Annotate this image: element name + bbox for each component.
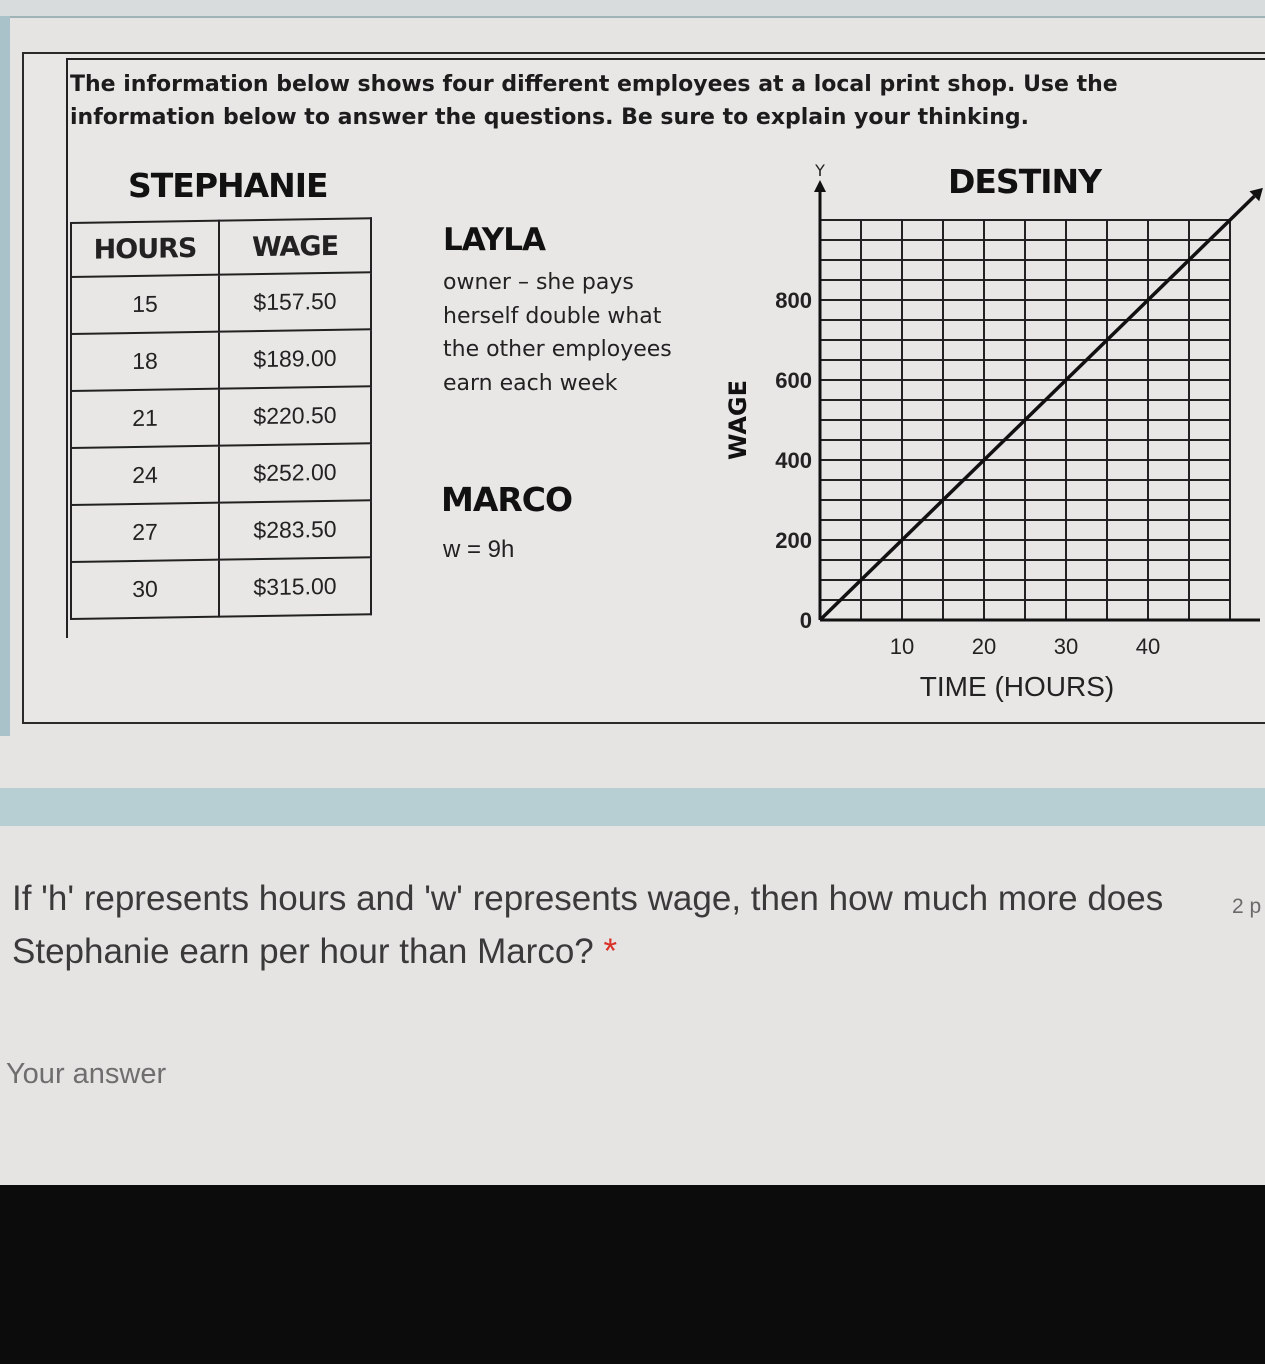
wage-cell: $315.00 — [219, 557, 371, 616]
y-axis-arrow — [814, 180, 826, 192]
layla-description: owner – she pays herself double what the other employees earn each week — [443, 270, 672, 396]
stephanie-table — [70, 217, 372, 620]
hours-cell: 24 — [71, 446, 219, 505]
marco-equation: w = 9h — [443, 536, 515, 563]
x-tick-label: 10 — [889, 634, 915, 659]
wage-cell: $220.50 — [219, 386, 371, 445]
wage-cell: $252.00 — [219, 443, 371, 502]
marco-title: MARCO — [441, 480, 573, 519]
question-divider-band — [0, 788, 1265, 826]
y-axis-label: WAGE — [724, 379, 752, 461]
wage-cell: $157.50 — [219, 272, 371, 331]
x-tick-label: 20 — [971, 634, 997, 659]
y-tick-label: 800 — [775, 288, 812, 313]
destiny-line-chart — [700, 150, 1265, 710]
wage-cell: $283.50 — [219, 500, 371, 559]
y-tick-label: 400 — [775, 448, 812, 473]
hours-cell: 27 — [71, 503, 219, 562]
y-tick-label: 600 — [775, 368, 812, 393]
worksheet-instructions: The information below shows four different employees at a local print shop. Use the information below to answer the questions. Be sure to explain your thinking. — [70, 72, 1118, 130]
x-axis-label: TIME (HOURS) — [919, 671, 1115, 702]
table-header-row — [71, 218, 371, 277]
y-tick-label: 200 — [775, 528, 812, 553]
question-points: 2 p — [1232, 895, 1262, 918]
y-tick-label: 0 — [799, 608, 812, 633]
table-row — [71, 557, 371, 619]
hours-header: HOURS — [71, 221, 219, 277]
x-tick-label: 40 — [1135, 634, 1161, 659]
x-tick-label: 30 — [1053, 634, 1079, 659]
question-text: If 'h' represents hours and 'w' represents wage, then how much more does Stephanie earn per hour than Marco? — [12, 879, 1164, 971]
hours-cell: 21 — [71, 389, 219, 448]
table-row — [71, 272, 371, 334]
table-row — [71, 443, 371, 505]
destiny-chart-title: DESTINY — [948, 162, 1102, 201]
y-axis-letter: Y — [815, 161, 825, 180]
wage-cell: $189.00 — [219, 329, 371, 388]
wage-header: WAGE — [219, 218, 371, 274]
form-left-edge — [0, 16, 10, 736]
layla-title: LAYLA — [443, 222, 545, 258]
stephanie-title: STEPHANIE — [128, 166, 328, 205]
hours-cell: 15 — [71, 275, 219, 334]
question-card — [12, 872, 1212, 978]
hours-cell: 30 — [71, 560, 219, 619]
hours-cell: 18 — [71, 332, 219, 391]
required-asterisk: * — [603, 932, 618, 971]
table-row — [71, 329, 371, 391]
answer-input[interactable] — [6, 1052, 606, 1096]
table-row — [71, 500, 371, 562]
browser-top-strip — [0, 0, 1265, 18]
table-row — [71, 386, 371, 448]
